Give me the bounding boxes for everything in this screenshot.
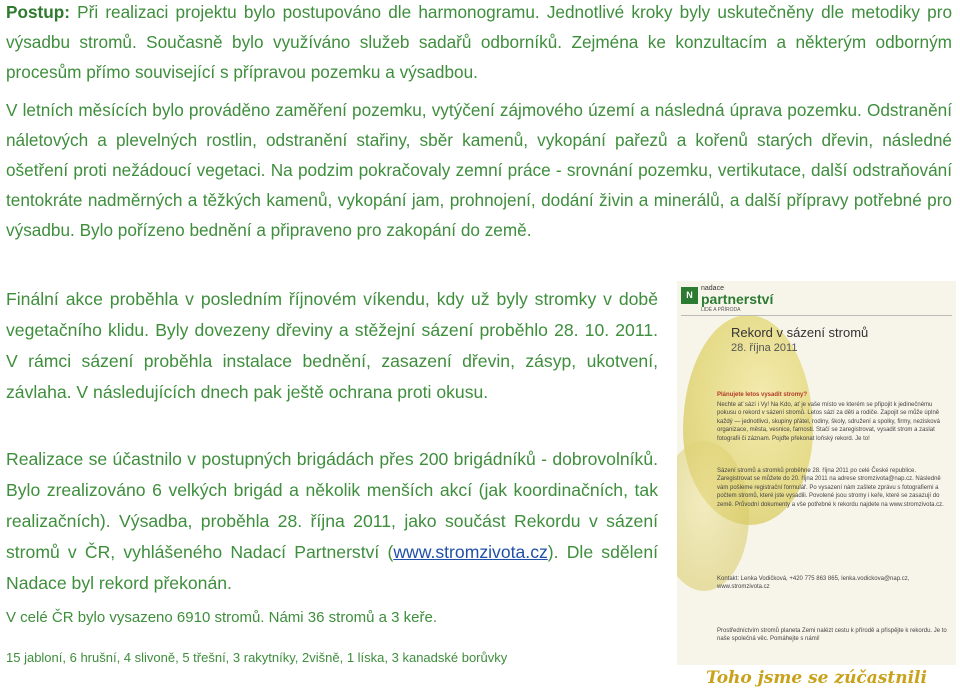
postup-paragraph [6,0,952,87]
volunteers-text: Realizace se účastnilo v postupných brigádách přes 200 brigádníků - dobrovolníků. Bylo zrealizováno 6 velkých brigád a několik menších akcí (jak koordinačních, tak realizačních). Výsadba, proběhla 28. října 2011, jako součást Rekordu v sázení stromů v ČR, vyhlášeného Nadací Partnerství ( [6,449,658,562]
volunteers-text-end: ). Dle sdělení Nadace byl rekord překonán. [6,542,659,593]
logo-partnerstvi-text: partnerství [701,291,774,307]
postup-text: Při realizaci projektu bylo postupováno dle harmonogramu. Jednotlivé kroky byly uskutečněny dle metodiky pro výsadbu stromů. Současně bylo využíváno služeb sadařů odborníků. Zejména ke konzultacím a některým odborným procesům přímo související s přípravou pozemku a výsadbou. [6,2,952,82]
species-list: 15 jabloní, 6 hrušní, 4 slivoně, 5 třešní, 3 rakytníky, 2višně, 1 líska, 3 kanadské borůvky [6,650,508,665]
poster-question-text: Plánujete letos vysadit stromy? [717,392,808,398]
poster-date: 28. října 2011 [731,342,798,354]
poster-closing: Prostředníctvím stromů planeta Zemi nalézt cestu k přírodě a přispějte k rekordu. Je to naše společná věc. Pomáhejte s námi! [717,628,947,643]
logo-subtitle: LIDÉ A PŘÍRODA [701,307,741,313]
logo-nadace-text: nadace [701,285,724,292]
summer-works-paragraph: V letních měsících bylo prováděno zaměření pozemku, vytýčení zájmového území a následná úprava pozemku. Odstranění náletových a plevelných rostlin, odstranění stařiny, sběr kamenů, vykopání pařezů a kořenů starých dřevin, následné ošetření proti nežádoucí vegetaci. Na podzim pokračovaly zemní práce - srovnání pozemku, vertikutace, další odstraňování tentokráte nadměrných a těžkých kamenů, vykopání jam, prohnojení, dodání živin a minerálů, a další přípravy potřebné pro výsadbu. Bylo pořízeno bednění a připraveno pro zakopání do země. [6,100,952,240]
total-trees-paragraph: V celé ČR bylo vysazeno 6910 stromů. Námi 36 stromů a 3 keře. [6,609,438,626]
poster-contact: Kontakt: Lenka Vodičková, +420 775 863 865, lenka.vodickova@nap.cz, www.stromzivota.cz [717,576,910,591]
nadace-logo-icon: N [681,287,698,304]
final-event-paragraph: Finální akce proběhla v posledním říjnovém víkendu, kdy už byly stromky v době vegetačního klidu. Byly dovezeny dřeviny a stěžejní sázení proběhlo 28. 10. 2011. V rámci sázení proběhla instalace bednění, zasazení dřevin, zásyp, ukotvení, závlaha. V následujících dnech pak ještě ochrana proti okusu. [6,289,658,402]
poster-participation-banner: Toho jsme se zúčastnili [677,665,956,692]
poster-text-intro: Nechte ať sází i Vy! Na Kdo, ať je vaše místo ve kterém se připojit k jedinečnému pokusu o rekord v sázení stromů. Letos sází za děti a rodiče. Zapojit se může úplně každý — jednotlivci, skupiny přátel, rodiny, školy, sdružení a spolky, firmy, nezisková organizace, města, vesnice, farnosti. Stačí se zaregistrovat, vysadit strom a zaslat fotografii či záznam. Pojďte překonat loňský rekord. Je to! [717,402,940,442]
poster-question [717,391,949,399]
stromzivota-link[interactable]: www.stromzivota.cz [393,542,548,562]
poster-text-details: Sázení stromů a stromků proběhne 28. října 2011 po celé České republice. Zaregistrovat se můžete do 20. října 2011 na adrese stromzivota@nap.cz. Následně vám pošleme registrační formulář. Po vysazení nám zašlete zprávu s fotografiemi a počtem stromů, které jste vysadili. Povolené jsou stromy i keře, které se zasazují do země. Průvodní dokumenty a vše potřebné k rekordu najdete na www.stromzivota.cz. [717,468,944,508]
poster-title: Rekord v sázení stromů [731,325,869,340]
volunteers-paragraph [6,444,658,599]
record-poster-image [677,281,956,692]
poster-divider [681,315,952,316]
postup-label: Postup: [6,2,70,22]
